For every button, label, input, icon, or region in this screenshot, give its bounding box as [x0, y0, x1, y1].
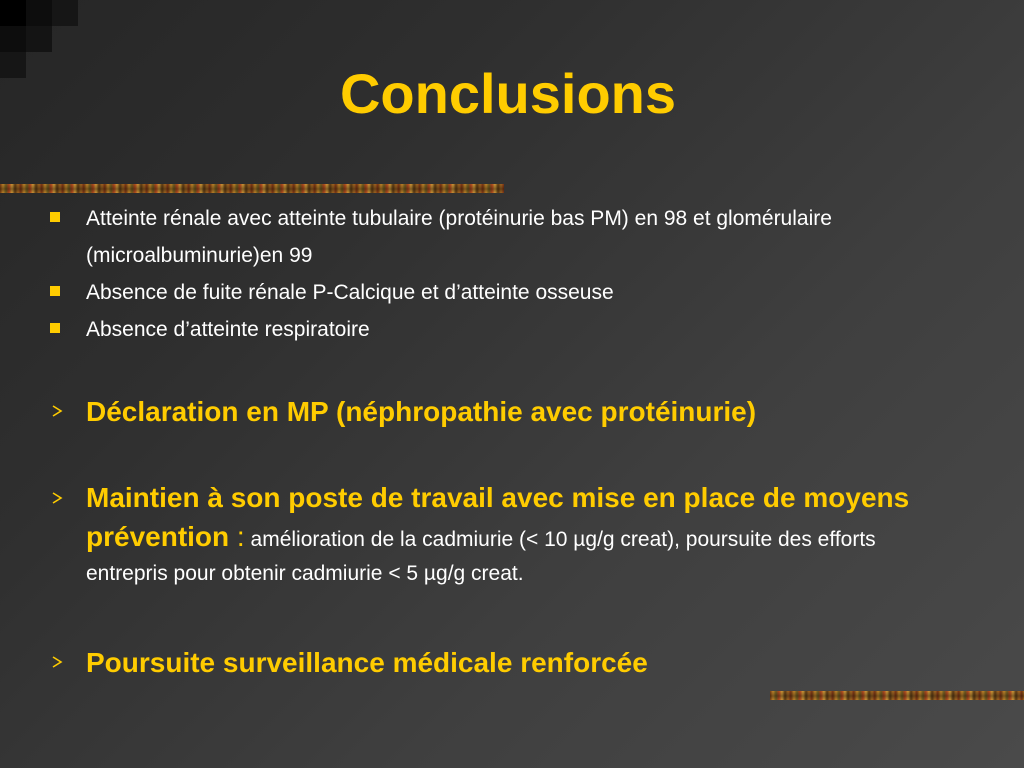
- conclusion-point: [48, 645, 948, 686]
- arrow-bullet-icon: [50, 404, 64, 418]
- slide-content: [48, 200, 948, 686]
- point-highlight: Maintien à son poste de travail avec mise en place de moyens prévention: [86, 482, 910, 552]
- conclusion-point: [48, 394, 948, 435]
- point-highlight: Poursuite surveillance médicale renforcée: [86, 647, 648, 678]
- bullet-text: Atteinte rénale avec atteinte tubulaire (protéinurie bas PM) en 98 et glomérulaire (microalbuminurie)en 99: [86, 207, 832, 267]
- bullet-text: Absence de fuite rénale P-Calcique et d’atteinte osseuse: [86, 281, 614, 304]
- bullet-text: Absence d’atteinte respiratoire: [86, 318, 370, 341]
- bullet-item: [48, 311, 948, 348]
- point-colon: :: [229, 521, 245, 552]
- conclusion-point: [48, 481, 948, 593]
- decorative-band-top: [0, 184, 504, 193]
- square-bullet-icon: [50, 286, 60, 296]
- bullet-item: [48, 274, 948, 311]
- arrow-bullet-icon: [50, 655, 64, 669]
- bullet-item: [48, 200, 948, 274]
- slide-title: Conclusions: [339, 62, 677, 125]
- point-detail: amélioration de la cadmiurie (< 10 µg/g creat), poursuite des efforts entrepris pour obtenir cadmiurie < 5 µg/g creat.: [86, 528, 876, 585]
- decorative-band-bottom: [770, 691, 1024, 700]
- arrow-bullet-icon: [50, 491, 64, 505]
- point-highlight: Déclaration en MP (néphropathie avec protéinurie): [86, 396, 757, 427]
- square-bullet-icon: [50, 323, 60, 333]
- square-bullet-icon: [50, 212, 60, 222]
